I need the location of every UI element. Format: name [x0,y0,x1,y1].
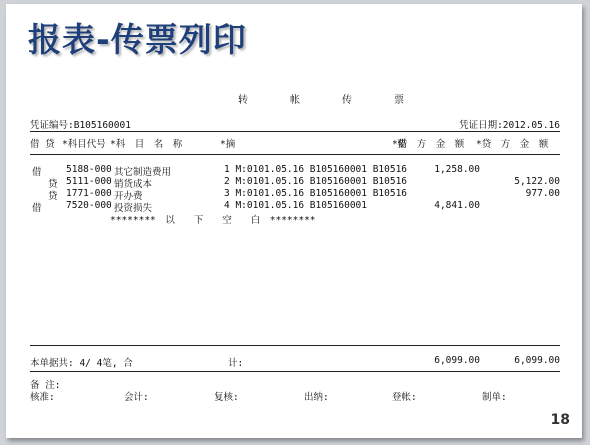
footer-total-label: 计: [228,358,244,369]
row-1-name: 其它制造费用 [114,167,172,178]
row-2-code: 5111-000 [66,176,112,187]
row-2-name: 销货成本 [114,179,153,190]
row-4-summary: 4 M:0101.05.16 B105160001 [224,200,367,211]
row-4-side: 借 [32,203,42,214]
blank-marker: ******** 以 下 空 白 ******** [110,215,316,226]
sign-preparer: 制单: [482,392,507,403]
row-3-side: 贷 [48,191,58,202]
page-number: 18 [550,412,570,428]
footer-total-credit: 6,099.00 [514,355,560,366]
footer-bottom-rule [30,371,560,372]
row-2-credit: 5,122.00 [514,176,560,187]
row-3-credit: 977.00 [525,188,560,199]
report-title: 转 帐 传 票 [238,95,423,106]
footer-top-rule [30,345,560,346]
footer-count: 本单据共: 4/ 4笔, 合 [30,358,133,369]
header-account-name: *科 目 名 称 [110,139,183,150]
row-4-debit: 4,841.00 [434,200,480,211]
sign-approve: 核准: [30,392,55,403]
sign-accounting: 会计: [124,392,149,403]
slide-title: 报表-传票列印 [28,20,247,59]
row-3-summary: 3 M:0101.05.16 B105160001 B10516 [224,188,408,199]
header-debit: *借 方 金 额 [392,139,465,150]
voucher-date: 凭证日期:2012.05.16 [459,120,560,131]
row-3-name: 开办费 [114,191,143,202]
row-4-name: 投资损失 [114,203,153,214]
row-1-side: 借 [32,167,42,178]
row-1-debit: 1,258.00 [434,164,480,175]
header-bottom-rule [30,154,560,155]
row-2-side: 贷 [48,179,58,190]
row-1-summary: 1 M:0101.05.16 B105160001 B10516 [224,164,408,175]
row-1-code: 5188-000 [66,164,112,175]
sign-cashier: 出纳: [304,392,329,403]
header-top-rule [30,131,560,132]
row-2-summary: 2 M:0101.05.16 B105160001 B10516 [224,176,408,187]
header-jie-dai: 借 贷 [30,139,55,150]
remarks-label: 备 注: [30,380,61,391]
header-account-code: *科目代号 [62,139,106,150]
header-credit: *贷 方 金 额 [476,139,549,150]
voucher-report [6,4,582,438]
slide [6,4,582,438]
voucher-number: 凭证编号:B105160001 [30,120,131,131]
sign-review: 复核: [214,392,239,403]
sign-posting: 登帐: [392,392,417,403]
row-4-code: 7520-000 [66,200,112,211]
header-summary: *摘 要 [220,139,407,150]
row-3-code: 1771-000 [66,188,112,199]
footer-total-debit: 6,099.00 [434,355,480,366]
